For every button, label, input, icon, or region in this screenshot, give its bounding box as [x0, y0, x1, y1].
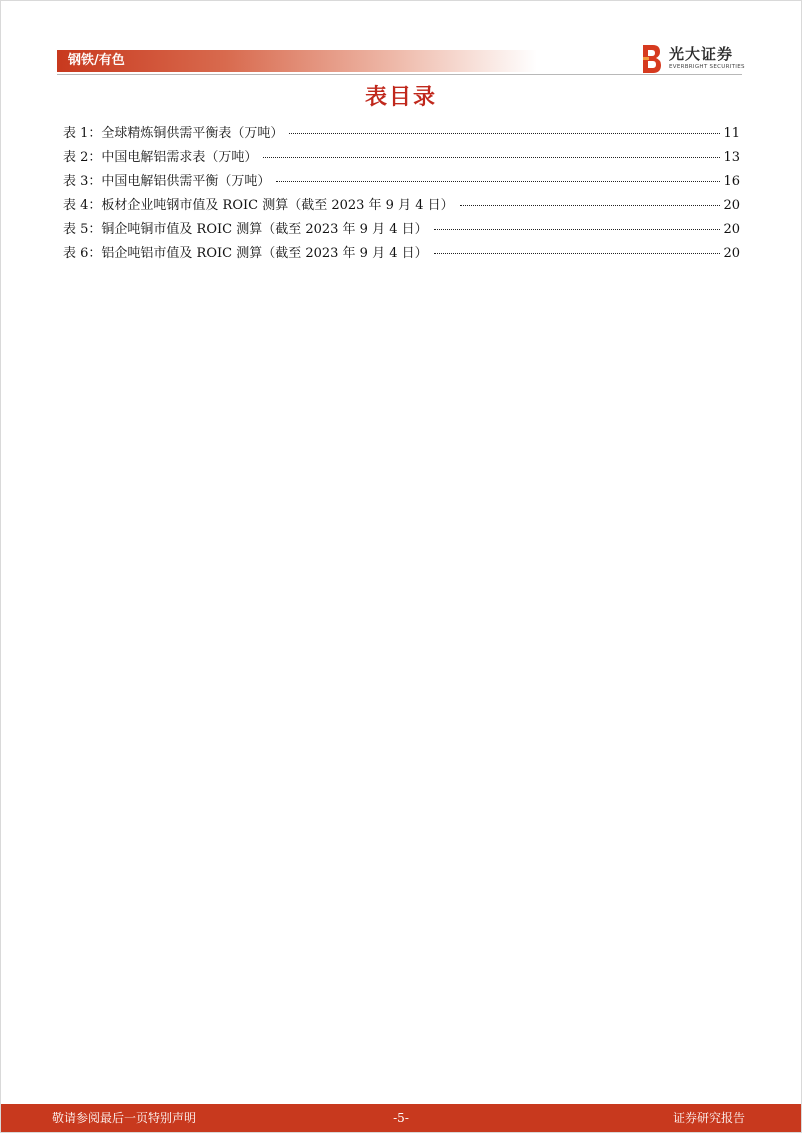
toc-entry-page: 20 — [723, 246, 740, 261]
toc-leader-dots — [434, 229, 721, 230]
toc-entry-page: 16 — [723, 174, 740, 189]
toc-entry-page: 13 — [723, 150, 740, 165]
page-title: 表目录 — [364, 85, 437, 110]
toc-entry-page: 11 — [723, 126, 740, 141]
footer-page-number: -5- — [393, 1111, 409, 1125]
toc-entry-label: 表 2：中国电解铝需求表（万吨） — [63, 150, 258, 165]
toc-entry-label: 表 4：板材企业吨钢市值及 ROIC 测算（截至 2023 年 9 月 4 日） — [63, 198, 454, 213]
toc-entry[interactable] — [63, 244, 740, 268]
header-band — [57, 50, 537, 72]
logo-text-cn: 光大证券 — [669, 45, 734, 63]
section-label: 钢铁/有色 — [68, 53, 125, 68]
toc-leader-dots — [460, 205, 721, 206]
toc-entry[interactable] — [63, 172, 740, 196]
toc-leader-dots — [289, 133, 720, 134]
toc-entry[interactable] — [63, 124, 740, 148]
toc-entry-page: 20 — [723, 222, 740, 237]
toc-entry[interactable] — [63, 148, 740, 172]
header-rule — [57, 74, 742, 75]
toc-entry-label: 表 1：全球精炼铜供需平衡表（万吨） — [63, 126, 284, 141]
toc-entry-label: 表 3：中国电解铝供需平衡（万吨） — [63, 174, 271, 189]
toc-entry[interactable] — [63, 196, 740, 220]
toc-entry-label: 表 6：铝企吨铝市值及 ROIC 测算（截至 2023 年 9 月 4 日） — [63, 246, 428, 261]
toc-entry-page: 20 — [723, 198, 740, 213]
toc-leader-dots — [434, 253, 721, 254]
logo-text-en: EVERBRIGHT SECURITIES — [669, 64, 745, 70]
table-of-contents — [63, 124, 740, 268]
toc-leader-dots — [263, 157, 720, 158]
everbright-logo-icon — [641, 44, 663, 74]
footer-report-type: 证券研究报告 — [672, 1111, 745, 1125]
everbright-logo — [641, 44, 745, 74]
toc-entry[interactable] — [63, 220, 740, 244]
toc-leader-dots — [276, 181, 720, 182]
footer-disclaimer: 敬请参阅最后一页特别声明 — [52, 1111, 197, 1125]
toc-entry-label: 表 5：铜企吨铜市值及 ROIC 测算（截至 2023 年 9 月 4 日） — [63, 222, 428, 237]
